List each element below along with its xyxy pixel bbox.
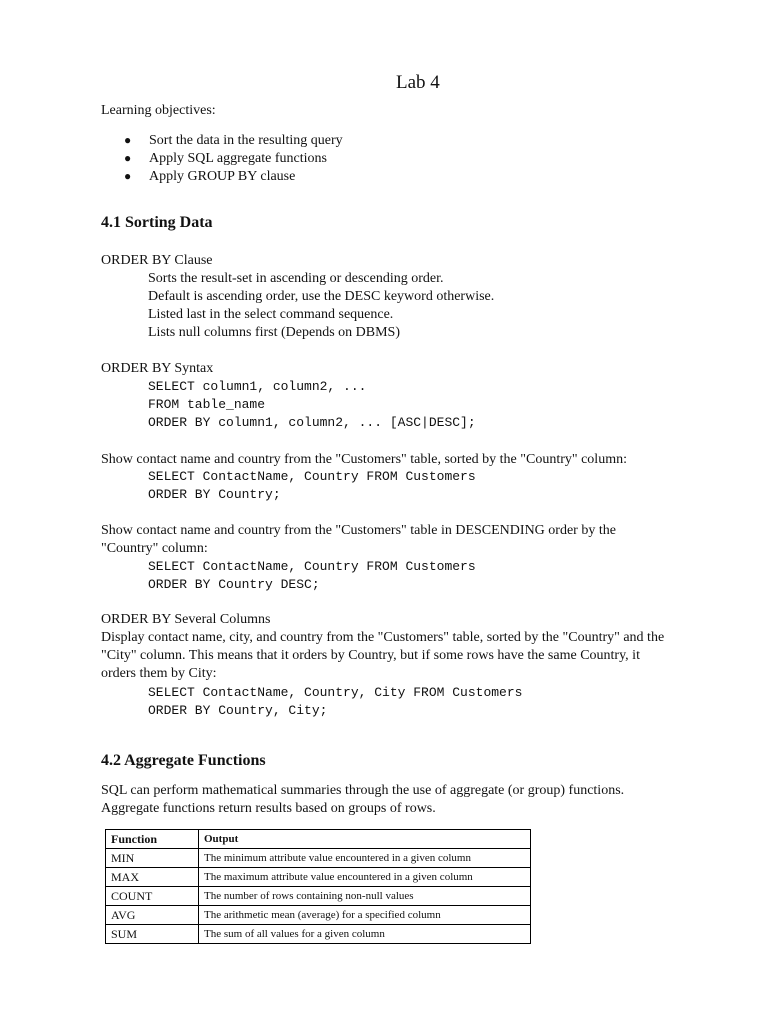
- objective-item: ● Apply SQL aggregate functions: [124, 151, 327, 166]
- code-line: ORDER BY column1, column2, ... [ASC|DESC];: [148, 415, 476, 430]
- several-columns-text: Display contact name, city, and country from the "Customers" table, sorted by the "Country" and the: [101, 630, 665, 645]
- section-heading-sorting: 4.1 Sorting Data: [101, 214, 213, 231]
- clause-line: Listed last in the select command sequence.: [148, 307, 394, 322]
- function-cell: SUM: [106, 925, 199, 944]
- code-line: FROM table_name: [148, 397, 266, 412]
- column-header-function: Function: [106, 830, 199, 849]
- output-cell: The sum of all values for a given column: [199, 925, 531, 944]
- table-row: [106, 906, 531, 925]
- output-cell: The minimum attribute value encountered in a given column: [199, 849, 531, 868]
- clause-line: Lists null columns first (Depends on DBMS): [148, 325, 400, 340]
- output-cell: The arithmetic mean (average) for a specified column: [199, 906, 531, 925]
- aggregate-intro: Aggregate functions return results based on groups of rows.: [101, 801, 436, 816]
- example-2-text: "Country" column:: [101, 541, 208, 556]
- several-columns-text: orders them by City:: [101, 666, 217, 681]
- order-by-clause-title: ORDER BY Clause: [101, 253, 213, 268]
- clause-line: Default is ascending order, use the DESC keyword otherwise.: [148, 289, 495, 304]
- code-line: SELECT ContactName, Country, City FROM Customers: [148, 685, 523, 700]
- code-line: SELECT ContactName, Country FROM Customers: [148, 469, 476, 484]
- code-line: ORDER BY Country, City;: [148, 703, 328, 718]
- function-cell: MIN: [106, 849, 199, 868]
- table-row: [106, 887, 531, 906]
- aggregate-functions-table: [105, 829, 531, 944]
- clause-line: Sorts the result-set in ascending or descending order.: [148, 271, 444, 286]
- function-cell: COUNT: [106, 887, 199, 906]
- section-heading-aggregate: 4.2 Aggregate Functions: [101, 752, 266, 769]
- output-cell: The maximum attribute value encountered in a given column: [199, 868, 531, 887]
- aggregate-intro: SQL can perform mathematical summaries through the use of aggregate (or group) functions.: [101, 783, 625, 798]
- column-header-output: Output: [199, 830, 531, 849]
- objectives-heading: Learning objectives:: [101, 103, 216, 118]
- example-2-text: Show contact name and country from the "Customers" table in DESCENDING order by the: [101, 523, 616, 538]
- objective-item: ● Apply GROUP BY clause: [124, 169, 296, 184]
- several-columns-text: "City" column. This means that it orders by Country, but if some rows have the same Country, it: [101, 648, 640, 663]
- table-header-row: [106, 830, 531, 849]
- example-1-text: Show contact name and country from the "Customers" table, sorted by the "Country" column:: [101, 452, 627, 467]
- several-columns-title: ORDER BY Several Columns: [101, 612, 271, 627]
- code-line: SELECT column1, column2, ...: [148, 379, 367, 394]
- table-row: [106, 868, 531, 887]
- function-cell: AVG: [106, 906, 199, 925]
- code-line: SELECT ContactName, Country FROM Customers: [148, 559, 476, 574]
- order-by-syntax-title: ORDER BY Syntax: [101, 361, 214, 376]
- table-row: [106, 849, 531, 868]
- page-title: Lab 4: [396, 72, 440, 93]
- bullet-icon: ●: [124, 169, 132, 183]
- table-row: [106, 925, 531, 944]
- bullet-icon: ●: [124, 133, 132, 147]
- objective-item: ● Sort the data in the resulting query: [124, 133, 343, 148]
- bullet-icon: ●: [124, 151, 132, 165]
- function-cell: MAX: [106, 868, 199, 887]
- code-line: ORDER BY Country;: [148, 487, 281, 502]
- output-cell: The number of rows containing non-null values: [199, 887, 531, 906]
- code-line: ORDER BY Country DESC;: [148, 577, 320, 592]
